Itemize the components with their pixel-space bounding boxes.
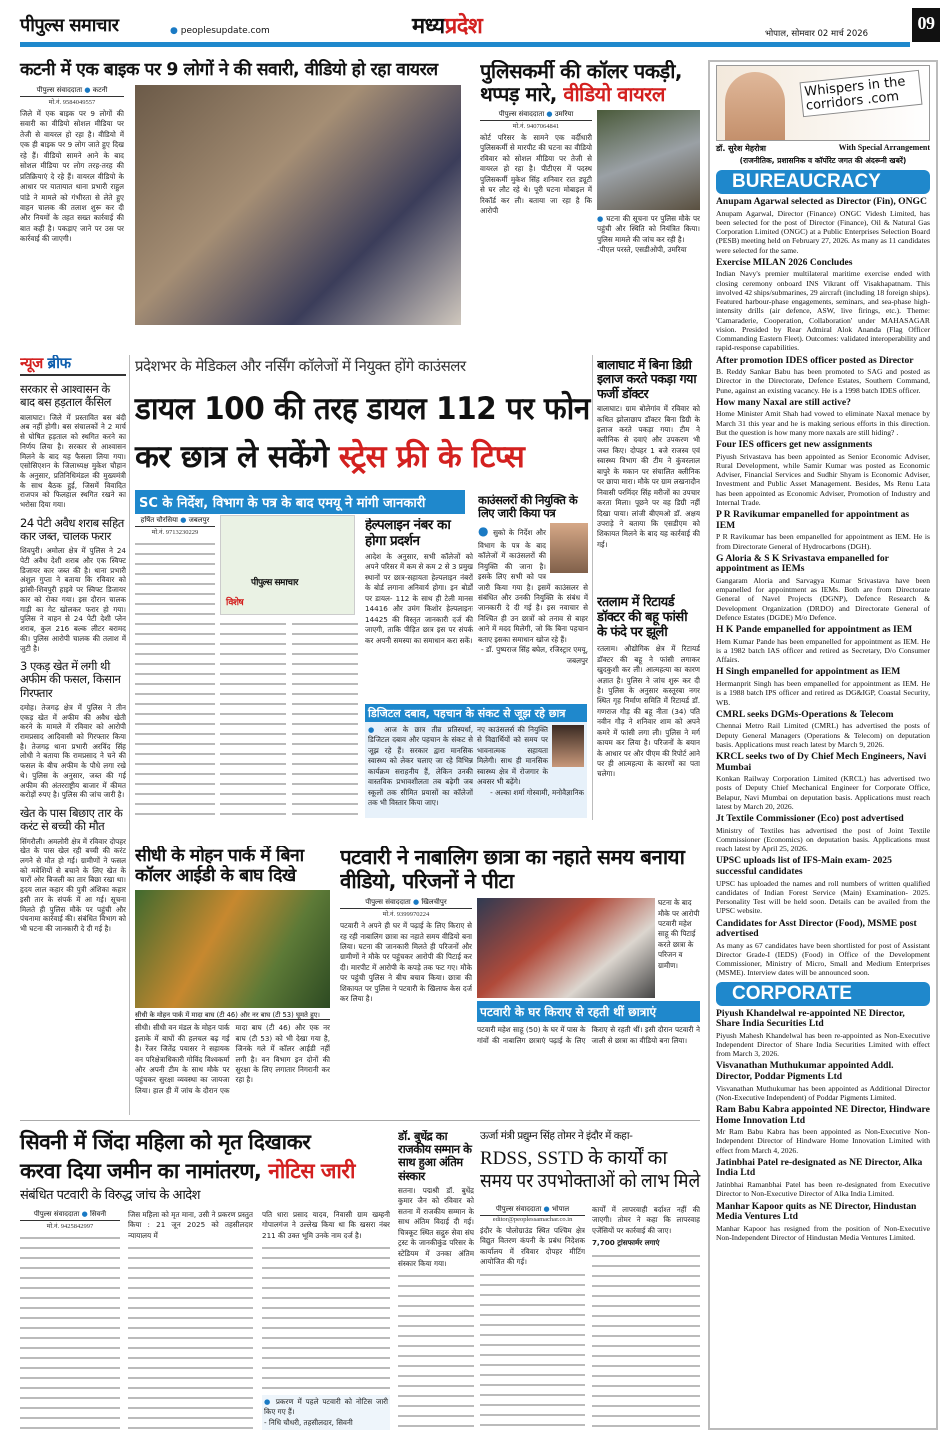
siwani-body-text-2	[128, 1244, 253, 1430]
energy-headline-a: RDSS, SSTD के कार्यों का	[480, 1148, 668, 1169]
patwari-photo-row	[477, 898, 700, 998]
patwari-story	[340, 846, 700, 1116]
budhendra-body-text	[398, 1272, 474, 1430]
bureaucracy-header: BUREAUCRACY	[716, 170, 930, 194]
digital-bar: डिजिटल दबाव, पहचान के संकट से जूझ रहे छात्र	[365, 704, 587, 723]
column-divider	[592, 355, 593, 820]
brief-body: बालाघाट। जिले में प्रस्तावित बस बंदी अब नहीं होगी। बस संचालकों ने 2 मार्च से घोषित हड़ताल को स्थगित करने का निर्णय लिया है। सरकार से आश्वासन मिलने के बाद यह फैसला लिया गया। एसोसिएशन के जिलाध्यक्ष मुकेश चौहान के अनुसार, प्रतिनिधिमंडल की मुख्यमंत्री के साथ बैठक हुई, जिसमें विवादित राजपत्र को फिलहाल स्थगित रखने का भरोसा दिया गया।	[20, 412, 126, 510]
siwani-body-text	[20, 1234, 120, 1430]
energy-kicker: ऊर्जा मंत्री प्रद्युम्न सिंह तोमर ने इंदौर में कहा-	[480, 1130, 633, 1142]
whispers-column	[708, 60, 938, 1430]
section-b: प्रदेश	[444, 14, 483, 39]
column-divider	[129, 355, 130, 1115]
quote-text: घटना की सूचना पर पुलिस मौके पर पहुंची और स्थिति को नियंत्रित किया। पुलिस मामले की जांच कर रही है।	[597, 214, 700, 244]
tiger-body: सीधी। सीधी वन मंडल के मोहन पार्क इलाके में बाघों की हलचल बढ़ गई है। रेंजर जितेंद्र पयासर ने सहायक वन परिक्षेत्राधिकारी गोविंद विश्वकर्मा और अपनी टीम के साथ मौके पर पहुंचकर सुरक्षा व्यवस्था का जायजा लिया। हाल ही में जांच के दौरान एक मादा बाघ (टी 46) और एक नर बाघ (टी 53) को भी देखा गया है, जिनके गले में कॉलर आईडी नहीं लगी है। वन विभाग इन दोनों की सुरक्षा के लिए लगातार निगरानी कर रहा है।	[135, 1023, 330, 1095]
byline-mobile: मो.नं. 9425842997	[46, 1223, 94, 1230]
patwari-photo-caption: घटना के बाद मौके पर आरोपी पटवारी महेश साहू की पिटाई करते छात्रा के परिजन व ग्रामीण।	[658, 898, 700, 970]
patwari-columns	[340, 898, 700, 1116]
item-headline: Anupam Agarwal selected as Director (Fin), ONGC	[716, 196, 927, 207]
item-body: Anupam Agarwal, Director (Finance) ONGC Videsh Limited, has been selected for the post of Director (Finance), Oil & Natural Gas Corporation Limited (ONGC) at a Public Enterprises Selection Board (PESB) meeting held on February 27, 2026. As many as 11 candidates were selected for the same.	[716, 208, 930, 255]
section-a: मध्य	[412, 14, 445, 39]
news-brief-title	[20, 355, 126, 376]
item-body: Home Minister Amit Shah had vowed to eliminate Naxal menace by March 31 this year and he is making serious efforts in this direction. But the question is how many more naxals are still hiding? .	[716, 409, 930, 437]
dateline: भोपाल, सोमवार 02 मार्च 2026	[765, 29, 869, 39]
byline-mobile: मो.नं. 9713230229	[151, 529, 199, 536]
tiger-photo	[135, 890, 330, 1008]
counsel-left	[135, 516, 215, 816]
byline-place: भोपाल	[551, 1205, 570, 1213]
letter-column	[478, 494, 588, 700]
corporate-list	[716, 1009, 930, 1242]
katni-byline: पीपुल्स संवाददाता ● कटनी मो.नं. 9584049557	[20, 86, 124, 106]
tiger-caption: सीधी के मोहन पार्क में मादा बाघ (टी 46) और नर बाघ (टी 53) घूमते हुए।	[135, 1010, 330, 1020]
police-left	[480, 110, 592, 350]
letter-headline: काउंसलरों की नियुक्ति के लिए जारी किया पत्र	[478, 494, 578, 521]
counsel-bar: SC के निर्देश, विभाग के पत्र के बाद एमयू ने मांगी जानकारी	[135, 490, 465, 514]
item-body: Manhar Kapoor has resigned from the position of Non-Executive Non-Independent Director of Hindustan Media Ventures Limited.	[716, 1223, 930, 1242]
byline-name: पीपुल्स संवाददाता	[498, 110, 545, 118]
energy-body-text	[480, 1271, 585, 1430]
letter-text: सुको के निर्देश और विभाग के पत्र के बाद कॉलेजों में काउंसलरों की नियुक्ति की जाना है। इसके लिए सभी को पत्र जारी किया गया है। इसमें काउंसलर से संबंधित और उनकी नियुक्ति के संबंध में जानकारी दे दी गई है। इस नवाचार से निश्चित ही उन छात्रों को तनाव से बाहर आने में मदद मिलेगी, जो कि बिना पहचान बताए इसका समाधान खोज रहे हैं।	[478, 528, 588, 644]
budhendra-story	[398, 1130, 474, 1430]
headline-c: नोटिस जारी	[268, 1159, 355, 1183]
quote-text: प्रकरण में पहले पटवारी को नोटिस जारी किए गए हैं।	[264, 1396, 388, 1417]
brief-headline: सरकार से आश्वासन के बाद बस हड़ताल कैंसिल	[20, 382, 111, 410]
police-quote	[597, 214, 700, 350]
author-photo	[725, 72, 785, 140]
siwani-headline-b	[20, 1159, 390, 1183]
item-headline: H K Pande empanelled for appointment as IEM	[716, 624, 913, 636]
headline-b: करवा दिया जमीन का नामांतरण,	[20, 1159, 262, 1183]
digital-by: - अल्का शर्मा गोस्वामी, मनोवैज्ञानिक	[490, 787, 584, 797]
byline-email[interactable]: editor@peoplessamachar.co.in	[492, 1216, 573, 1223]
quote-icon: ●	[478, 524, 490, 539]
globe-icon: ●	[170, 26, 178, 36]
police-body: कोर्ट परिसर के सामने एक वर्दीधारी पुलिसकर्मी से मारपीट की घटना का वीडियो रविवार को सोशल मीडिया पर तेजी से वायरल हो रहा है। पीटीएस में पदस्थ पुलिसकर्मी मुकेश सिंह शनिवार रात ड्यूटी से घर लौट रहे थे। पूरी घटना मोबाइल में रिकॉर्ड कर ली। बताया जा रहा है कि आरोपी	[480, 133, 592, 216]
brief-body: दमोह। तेजगढ़ क्षेत्र में पुलिस ने तीन एकड़ खेत में अफीम की अवैध खेती करने के मामले में रविवार को आरोपी रामप्रसाद आदिवासी को गिरफ्तार किया है। तेजगढ़ थाना प्रभारी अरविंद सिंह लोधी ने बताया कि रामप्रसाद ने चने की फसल के बीच अफीम के पौधे लगा रखे थे। पुलिस के अनुसार, जब्त की गई अफीम की अंतरराष्ट्रीय बाजार में कीमत करोड़ों रुपए है। पुलिस की जांच जारी है।	[20, 702, 126, 800]
siwani-subheadline: संबंधित पटवारी के विरुद्ध जांच के आदेश	[20, 1188, 201, 1203]
item-headline: P R Ravikumar empanelled for appointment as IEM	[716, 509, 910, 531]
item-headline: Piyush Khandelwal re-appointed NE Director, Share India Securities Ltd	[716, 1007, 905, 1030]
police-byline: पीपुल्स संवाददाता ● उमरिया मो.नं. 9407064841	[480, 110, 592, 130]
tiger-headline: सीधी के मोहन पार्क में बिना कॉलर आईडी के बाघ दिखे	[135, 846, 304, 887]
site-url-text: peoplesupdate.com	[180, 26, 270, 36]
item-headline: Exercise MILAN 2026 Concludes	[716, 256, 853, 268]
headline-b: कर छात्र ले सकेंगे	[135, 439, 329, 475]
item-body: Gangaram Aloria and Sarvagya Kumar Srivastava have been empanelled for appointment as IEMs. Both are from Directorate General of Navel Projects (DGNP), Defence Research & Development Organization (DRDO) and Directorate General of Defence Estates (DGDE) M/o Defence.	[716, 575, 930, 622]
digital-box	[365, 722, 587, 818]
energy-headline-b: समय पर उपभोक्ताओं को लाभ मिले	[480, 1170, 701, 1192]
item-body: Chennai Metro Rail Limited (CMRL) has advertised the posts of Deputy General Managers (Operations & Telecom) on deputation basis. Applications must reach latest by March 9, 2026.	[716, 721, 930, 749]
news-brief	[20, 355, 126, 1115]
byline-place: खिलचीपुर	[421, 898, 447, 907]
energy-left	[480, 1205, 585, 1430]
byline-name: हर्षित चौरसिया	[140, 516, 178, 524]
letter-by: - डॉ. पुष्पराज सिंह बघेल, रजिस्ट्रार एमयू, जबलपुर	[480, 645, 588, 665]
byline-place: कटनी	[92, 86, 108, 94]
item-headline: Manhar Kapoor quits as NE Director, Hindustan Media Ventures Ltd	[716, 1200, 917, 1223]
balaghat-ratlam-column	[597, 358, 700, 820]
byline-place: सिवनी	[89, 1210, 107, 1218]
brief-list	[20, 383, 126, 933]
item-body: Hem Kumar Pande has been empanelled for appointment as IEM. He is a 1982 batch IAS officer and retired as Secretary, D/o Consumer Affairs.	[716, 636, 930, 665]
item-headline: UPSC uploads list of IFS-Main exam- 2025 successful candidates	[716, 855, 892, 877]
corporate-header: CORPORATE	[716, 982, 930, 1006]
siwani-body-text-3	[262, 1244, 390, 1391]
byline-name: पीपुल्स संवाददाता	[495, 1205, 542, 1213]
registrar-photo	[550, 523, 588, 573]
patwari-headline: पटवारी ने नाबालिग छात्रा का नहाते समय बनाया वीडियो, परिजनों ने पीटा	[340, 846, 685, 893]
brief-body: सिंगरौली। अमलोरी क्षेत्र में रविवार दोपहर खेत के पास खेल रही बच्ची की करंट लगने से मौत हो गई। ग्रामीणों ने फसल को मवेशियों से बचाने के लिए खेत के चारों ओर बिजली का तार बिछा रखा था। हृदय लाल कहार की पुत्री अंशिका कहार इसी तार के संपर्क में आ गई। सूचना मिलते ही पुलिस मौके पर पहुंची और पंचनामा कार्रवाई की। संबंधित विभाग को भी घटना की जानकारी दे दी गई है।	[20, 836, 126, 933]
item-body: As many as 67 candidates have been shortlisted for post of Assistant Director Grade-I (IEDS) (Food) in Office of the Development Commissioner, Ministry of Micro, Small and Medium Enterprises (MSME). Interview dates will be announced soon.	[716, 940, 930, 978]
siwani-left	[20, 1210, 120, 1430]
energy-body-text-2	[592, 1252, 700, 1430]
section-divider	[20, 1120, 700, 1121]
brief-headline: 3 एकड़ खेत में लगी थी अफीम की फसल, किसान गिरफ्तार	[20, 659, 121, 700]
arrangement: With Special Arrangement	[838, 143, 930, 152]
patwari-bar-body: पटवारी महेश साहू (50) के घर में पास के गांवों की नाबालिग छात्राएं पढ़ाई के लिए किराए से रहती थीं। इसी दौरान पटवारी ने जाली से छात्रा का वीडियो बना लिया।	[477, 1025, 700, 1045]
quote-by: -पीएल परस्ते, एसडीओपी, उमरिया	[597, 245, 687, 255]
item-body: Visvanathan Muthukumar has been appointed as Additional Director (Non-Executive Independent) of Poddar Pigments Limited.	[716, 1083, 930, 1102]
section-title	[412, 14, 482, 39]
item-body: B. Reddy Sankar Babu has been promoted to SAG and posted as Director in the Directorate, Defence Estates, Southern Command, Pune, against an existing vacancy. He is a 1998 batch IDES officer.	[716, 367, 930, 395]
counsel-body-text-3	[292, 620, 358, 815]
police-headline	[480, 60, 700, 106]
byline-mobile: मो.नं. 9399970224	[382, 911, 430, 919]
item-headline: Ram Babu Kabra appointed NE Director, Hindware Home Innovation Ltd	[716, 1104, 930, 1126]
counsel-byline: हर्षित चौरसिया ● जबलपुर मो.नं. 9713230229	[135, 516, 215, 536]
item-headline: Jt Textile Commissioner (Eco) post advertised	[716, 813, 904, 825]
item-body: Ministry of Textiles has advertised the post of Joint Textile Commissioner (Economics) on deputation basis. Applications must reach latest by April 25, 2026.	[716, 825, 930, 854]
digital-text-1: आज के छात्र तीव्र प्रतिस्पर्धा, डिजिटल दबाव और पहचान के संकट से जूझ रहे हैं। सरकार द्वारा मानसिक स्वास्थ्य को लेकर चलाए जा रहे विभिन्न कार्यक्रम सराहनीय हैं, लेकिन उनकी वास्तविक प्रभावशीलता तब बढ़ेगी जब स्कूलों तक सीमित प्रयासों का कॉलेजों तक भी विस्तार किया जाए।	[368, 725, 473, 808]
katni-photo	[135, 85, 461, 325]
item-body: Mr Ram Babu Kabra has been appointed as Non-Executive Non-Independent Director of Hindware Home Innovation Limited with effect from March 4, 2026.	[716, 1127, 930, 1155]
item-headline: Four IES officers get new assignments	[716, 439, 873, 451]
item-body: Indian Navy's premier multilateral maritime exercise ended with closing ceremony onboard INS Vikrant off Visakhapatnam. This involved 42 ships/submarines, 29 aircraft (including 18 foreign ships). Featured harbour-phase engagements, seminars, and sea-phase high-intensity drills (air defence, ASW, live firings, etc.). Theme: 'Camaraderie, Cooperation, Collaboration' under MAHASAGAR vision. Presided by Rear Admiral Alok Ananda (Flag Officer Commanding Eastern Fleet). Outcomes: validated interoperability and rapid-response capabilities.	[716, 269, 930, 353]
letter-body	[478, 523, 588, 700]
helpline-headline: हेल्पलाइन नंबर का होगा प्रदर्शन	[365, 518, 451, 549]
brief-body: शिवपुरी। अमोला क्षेत्र में पुलिस ने 24 पेटी अवैध देशी शराब और एक स्विफ्ट डिजायर कार जब्त की है। थाना प्रभारी अंशुल गुप्ता ने बताया कि रविवार को झांसी-शिवपुरी हाइवे पर स्विफ्ट डिजायर कार को रोका गया। इस दौरान चालक गाड़ी का गेट खोलकर फरार हो गया। पुलिस ने वाहन से 24 पेटी देशी प्लेन शराब, कुल 216 बल्क लीटर बरामद की। पुलिस आरोपी चालक की तलाश में जुटी है।	[20, 546, 126, 653]
quote-icon: ●	[597, 214, 604, 223]
paper-logo: पीपुल्स समाचार	[20, 15, 119, 36]
byline-name: पीपुल्स संवाददाता	[36, 86, 83, 94]
item-body: Jatinbhai Ramanbhai Patel has been re-designated from Executive Director to Non-Executive Director of Alka India Limited.	[716, 1180, 930, 1199]
byline-place: उमरिया	[554, 110, 574, 118]
quote-by: - निधि चौधरी, तहसीलदार, सिवनी	[264, 1417, 353, 1427]
energy-byline: पीपुल्स संवाददाता ● भोपाल editor@peoplessamachar.co.in	[480, 1205, 585, 1223]
item-headline: How many Naxal are still active?	[716, 396, 851, 408]
whispers-banner	[716, 65, 930, 141]
police-photo	[597, 110, 700, 210]
item-headline: Jatinbhai Patel re-designated as NE Director, Alka India Ltd	[716, 1156, 923, 1179]
patwari-byline: पीपुल्स संवाददाता ● खिलचीपुर मो.नं. 9399970224	[340, 898, 472, 918]
siwani-lead: जिस महिला को मृत माना, उसी ने प्रकरण प्रस्तुत किया : 21 जून 2025 को तहसीलदार न्यायालय में	[128, 1210, 253, 1240]
item-body: Piyush Mahesh Khandelwal has been re-appointed as Non-Executive Independent Director of Share India Securities Limited with effect from March 3, 2026.	[716, 1030, 930, 1059]
siwani-body: पति धारा प्रसाद यादव, निवासी ग्राम खम्हनी गोपालगंज ने उल्लेख किया था कि खसरा नंबर 211 की उक्त भूमि उनके नाम दर्ज है।	[262, 1210, 390, 1240]
police-columns	[480, 110, 700, 350]
byline-mobile: मो.नं. 9584049557	[48, 99, 96, 106]
energy-headline	[480, 1148, 700, 1194]
inset-tag: विशेष	[226, 598, 244, 608]
item-headline: Candidates for Asst Director (Food), MSME post advertised	[716, 917, 917, 940]
siwani-headline-a: सिवनी में जिंदा महिला को मृत दिखाकर	[20, 1130, 311, 1154]
whispers-tagline: (राजनीतिक, प्रशासनिक व कॉर्पोरेट जगत की अंदरूनी खबरें)	[739, 156, 907, 165]
byline-place: जबलपुर	[188, 516, 210, 524]
counsel-headline-b	[135, 440, 590, 476]
counsel-kicker: प्रदेशभर के मेडिकल और नर्सिंग कॉलेजों में नियुक्त होंगे काउंसलर	[135, 357, 466, 375]
headline-c: स्ट्रेस फ्री के टिप्स	[338, 439, 525, 475]
katni-body: जिले में एक बाइक पर 9 लोगों की सवारी का वीडियो सोशल मीडिया पर तेजी से वायरल हो रहा है। वीडियो में एक ही बाइक पर 9 लोग जाते हुए दिख रहे हैं। वीडियो सामने आने के बाद सोशल मीडिया पर लोग तरह-तरह की प्रतिक्रियाएं दे रहे हैं। वायरल वीडियो के आधार पर यातायात थाना प्रभारी राहुल पांडे ने मामले को गंभीरता से लेते हुए वाहन चालक की तलाश शुरू कर दी और नियमों के तहत सख्त कार्रवाई की बात कही है। पकड़ाए जाने पर उस पर कार्रवाई की जाएगी।	[20, 109, 124, 244]
police-headline-a: पुलिसकर्मी की कॉलर पकड़ी, थप्पड़ मारे,	[480, 60, 683, 106]
balaghat-headline: बालाघाट में बिना डिग्री इलाज करते पकड़ा गया फर्जी डॉक्टर	[597, 358, 697, 401]
item-headline: Visvanathan Muthukumar appointed Addl. Director, Poddar Pigments Ltd	[716, 1060, 894, 1083]
siwani-mid	[128, 1210, 253, 1430]
brief-title-b: ब्रीफ	[47, 355, 71, 372]
masthead	[20, 8, 940, 48]
brief-headline: 24 पेटी अवैध शराब सहित कार जब्त, चालक फरार	[20, 515, 124, 544]
psychologist-photo	[552, 725, 584, 767]
ratlam-headline: रतलाम में रिटायर्ड डॉक्टर की बहू फांसी के फंदे पर झूली	[597, 595, 688, 641]
item-headline: KRCL seeks two of Dy Chief Mech Engineers, Navi Mumbai	[716, 751, 927, 773]
item-headline: H Singh empanelled for appointment as IEM	[716, 666, 901, 678]
item-headline: G Aloria & S K Srivastava empanelled for appointment as IEMs	[716, 552, 889, 575]
site-url[interactable]	[170, 26, 270, 36]
patwari-photo	[477, 898, 655, 998]
item-body: P R Ravikumar has been empanelled for appointment as IEM. He is from Directorate General of Hydrocarbons (DGH).	[716, 532, 930, 551]
item-body: Piyush Srivastava has been appointed as Senior Economic Adviser, Rural Development, while Samir Kumar was posted as Economic Adviser, Financial Services and Sudhir Shyam is Economic Adviser, Investment and Public Asset Management. Besides, Ms Renu Lata has been appointed as Economic Adviser, Promotion of Industry and Internal Trade.	[716, 451, 930, 507]
budhendra-headline: डॉ. बुधेंद्र का राजकीय सम्मान के साथ हुआ अंतिम संस्कार	[398, 1130, 472, 1183]
item-body: UPSC has uploaded the names and roll numbers of written qualified candidates of Indian Forest Service (Main) Examination- 2025. Personality Test will be held soon. Details can be availed from the UPSC website.	[716, 878, 930, 916]
patwari-left	[340, 898, 472, 1116]
item-headline: After promotion IDES officer posted as Director	[716, 354, 914, 366]
brief-headline: खेत के पास बिछाए तार के करंट से बच्ची की मौत	[20, 806, 123, 834]
byline-name: पीपुल्स संवाददाता	[33, 1210, 80, 1218]
energy-stat: 7,700 ट्रांसफार्मर लगाएं	[592, 1238, 660, 1248]
digital-text: ● आज के छात्र तीव्र प्रतिस्पर्धा, डिजिटल दबाव और पहचान के संकट से जूझ रहे हैं। सरकार द्वारा मानसिक स्वास्थ्य को लेकर चलाए जा रहे विभिन्न कार्यक्रम सराहनीय हैं, लेकिन उनकी वास्तविक प्रभावशीलता तब बढ़ेगी जब स्कूलों तक सीमित प्रयासों का कॉलेजों तक भी विस्तार किया जाए।	[368, 725, 473, 808]
budhendra-body: सतना। पद्मश्री डॉ. बुधेंद्र कुमार जैन को रविवार को सतना में राजकीय सम्मान के साथ अंतिम विदाई दी गई। चित्रकूट स्थित सद्गुरु सेवा संघ ट्रस्ट के जानकीकुंड परिसर के स्टेडियम में उनका अंतिम संस्कार किया गया।	[398, 1185, 474, 1268]
patwari-body: पटवारी ने अपने ही घर में पढ़ाई के लिए किराए से रह रही नाबालिग छात्रा का नहाते समय वीडियो बना लिया। घटना की जानकारी मिलते ही परिजनों और ग्रामीणों ने मौके पर पहुंचकर आरोपी की पिटाई कर दी। मारपीट में आरोपी के कपड़े तक फट गए। मौके पर पहुंची पुलिस ने बीच बचाव किया। छात्रा की शिकायत पर पुलिस ने पटवारी के खिलाफ केस दर्ज कर लिया है।	[340, 921, 472, 1004]
energy-right	[592, 1205, 700, 1430]
byline-name: पीपुल्स संवाददाता	[365, 898, 411, 907]
patwari-bar: पटवारी के घर किराए से रहती थीं छात्राएं	[477, 1001, 700, 1022]
counsel-body-text	[135, 540, 215, 816]
siwani-byline: पीपुल्स संवाददाता ● सिवनी मो.नं. 9425842997	[20, 1210, 120, 1230]
patwari-right	[477, 898, 700, 1116]
byline-mobile: मो.नं. 9407064841	[512, 123, 560, 130]
police-right	[597, 110, 700, 350]
brief-title-a: न्यूज	[20, 355, 43, 372]
tiger-story	[135, 846, 330, 1116]
energy-body: इंदौर के पोलोग्राउंड स्थित पश्चिम क्षेत्र विद्युत वितरण कंपनी के प्रबंध निदेशक कार्यालय में रविवार दोपहर मीटिंग आयोजित की गई।	[480, 1226, 585, 1267]
bureaucracy-list	[716, 197, 930, 978]
ratlam-body: रतलाम। औद्योगिक क्षेत्र में रिटायर्ड डॉक्टर की बहू ने फांसी लगाकर खुदकुशी कर ली। आत्महत्या का कारण अज्ञात है। पुलिस ने जांच शुरू कर दी है। पुलिस के अनुसार कस्तूरबा नगर स्थित गृह निर्माण समिति में रिटायर्ड डॉ. गणराज गौड़ की बहू नीता (34) पति नवीन गौड़ ने शनिवार शाम को अपने कमरे में फांसी लगा ली। पुलिस ने मर्ग कायम कर लिया है। परिजनों के बयान के आधार पर और पीएम की रिपोर्ट आने पर ही आत्महत्या के कारणों का पता चलेगा।	[597, 644, 700, 779]
page-number: 09	[912, 8, 940, 42]
counsel-inset	[220, 515, 355, 615]
police-story	[480, 60, 700, 350]
counsel-body-text-2	[220, 620, 286, 815]
whispers-logo: Whispers in the corridors .com	[799, 70, 922, 118]
digital-text-2a: नए काउंसलर्स की नियुक्ति से विद्यार्थियों को समय पर भावनात्मक सहायता मिलेगी। साथ ही मानसिक स्वास्थ्य क्षेत्र में रोजगार के अवसर भी बढ़ेंगे।	[477, 725, 548, 787]
katni-column	[20, 86, 124, 348]
author-name: डॉ. सुरेश मेहरोत्रा	[716, 144, 766, 153]
header-rule	[20, 42, 910, 47]
counsel-headline-a: डायल 100 की तरह डायल 112 पर फोन	[135, 391, 590, 427]
digital-text-2	[477, 725, 584, 817]
item-body: Konkan Railway Corporation Limited (KRCL) has advertised two posts of Deputy Chief Mechanical Engineer for Corporate Office, Belapur, Navi Mumbai on deputation basis. Applications must reach latest by March 20, 2026.	[716, 774, 930, 811]
helpline-column	[365, 518, 473, 700]
police-headline-b: वीडियो वायरल	[563, 82, 665, 106]
siwani-right	[262, 1210, 390, 1430]
item-headline: CMRL seeks DGMs-Operations & Telecom	[716, 708, 894, 720]
inset-label: पीपुल्स समाचार	[251, 578, 298, 588]
balaghat-body: बालाघाट। ग्राम बोलेगांव में रविवार को कथित झोलाछाप डॉक्टर बिना डिग्री के इलाज करते पकड़ा गया। टीम ने क्लीनिक से दवाएं और उपकरण भी जब्त किए। दोपहर 1 बजे राजस्व एवं स्वास्थ्य विभाग की टीम ने कुंवरलाल बापुरे के मकान पर संचालित क्लीनिक पर छापा मारा। मौके पर ग्राम लखनादौन निवासी परमिंदर सिंह मरीजों का उपचार करता मिला। पूछने पर वह डिग्री नहीं दिखा पाया। लांजी बीएमओ डॉ. अक्षय उपराड़े ने बताया कि एसडीएम को शिकायत मिलने के बाद यह कार्रवाई की गई।	[597, 404, 700, 549]
energy-body-2: कार्यों में लापरवाही बर्दाश्त नहीं की जाएगी। तोमर ने कहा कि लापरवाह एजेंसियों पर कार्रवाई की जाए।	[592, 1205, 700, 1235]
whispers-credits	[716, 143, 930, 154]
siwani-quote: ● प्रकरण में पहले पटवारी को नोटिस जारी किए गए हैं। - निधि चौधरी, तहसीलदार, सिवनी	[262, 1395, 390, 1430]
item-body: Hermanprit Singh has been empanelled for appointment as IEM. He is a 1988 batch IPS officer and retired as DG&IGP, Coastal Security, WB.	[716, 679, 930, 707]
katni-headline: कटनी में एक बाइक पर 9 लोगों ने की सवारी, वीडियो हो रहा वायरल	[20, 60, 438, 80]
helpline-body: आदेश के अनुसार, सभी कॉलेजों को अपने परिसर में कम से कम 2 से 3 प्रमुख स्थानों पर छात्र-सहायता हेल्पलाइन नंबरों के बोर्ड लगाना अनिवार्य होगा। इन बोर्डों पर डायल- 112 के साथ ही टेली मानस 14416 और उमंग किशोर हेल्पलाइनः 14425 की विस्तृत जानकारी दर्ज की जाएगी, ताकि पीड़ित छात्र इस पर संपर्क कर अपनी समस्या का समाधान करा सकें।	[365, 552, 473, 645]
